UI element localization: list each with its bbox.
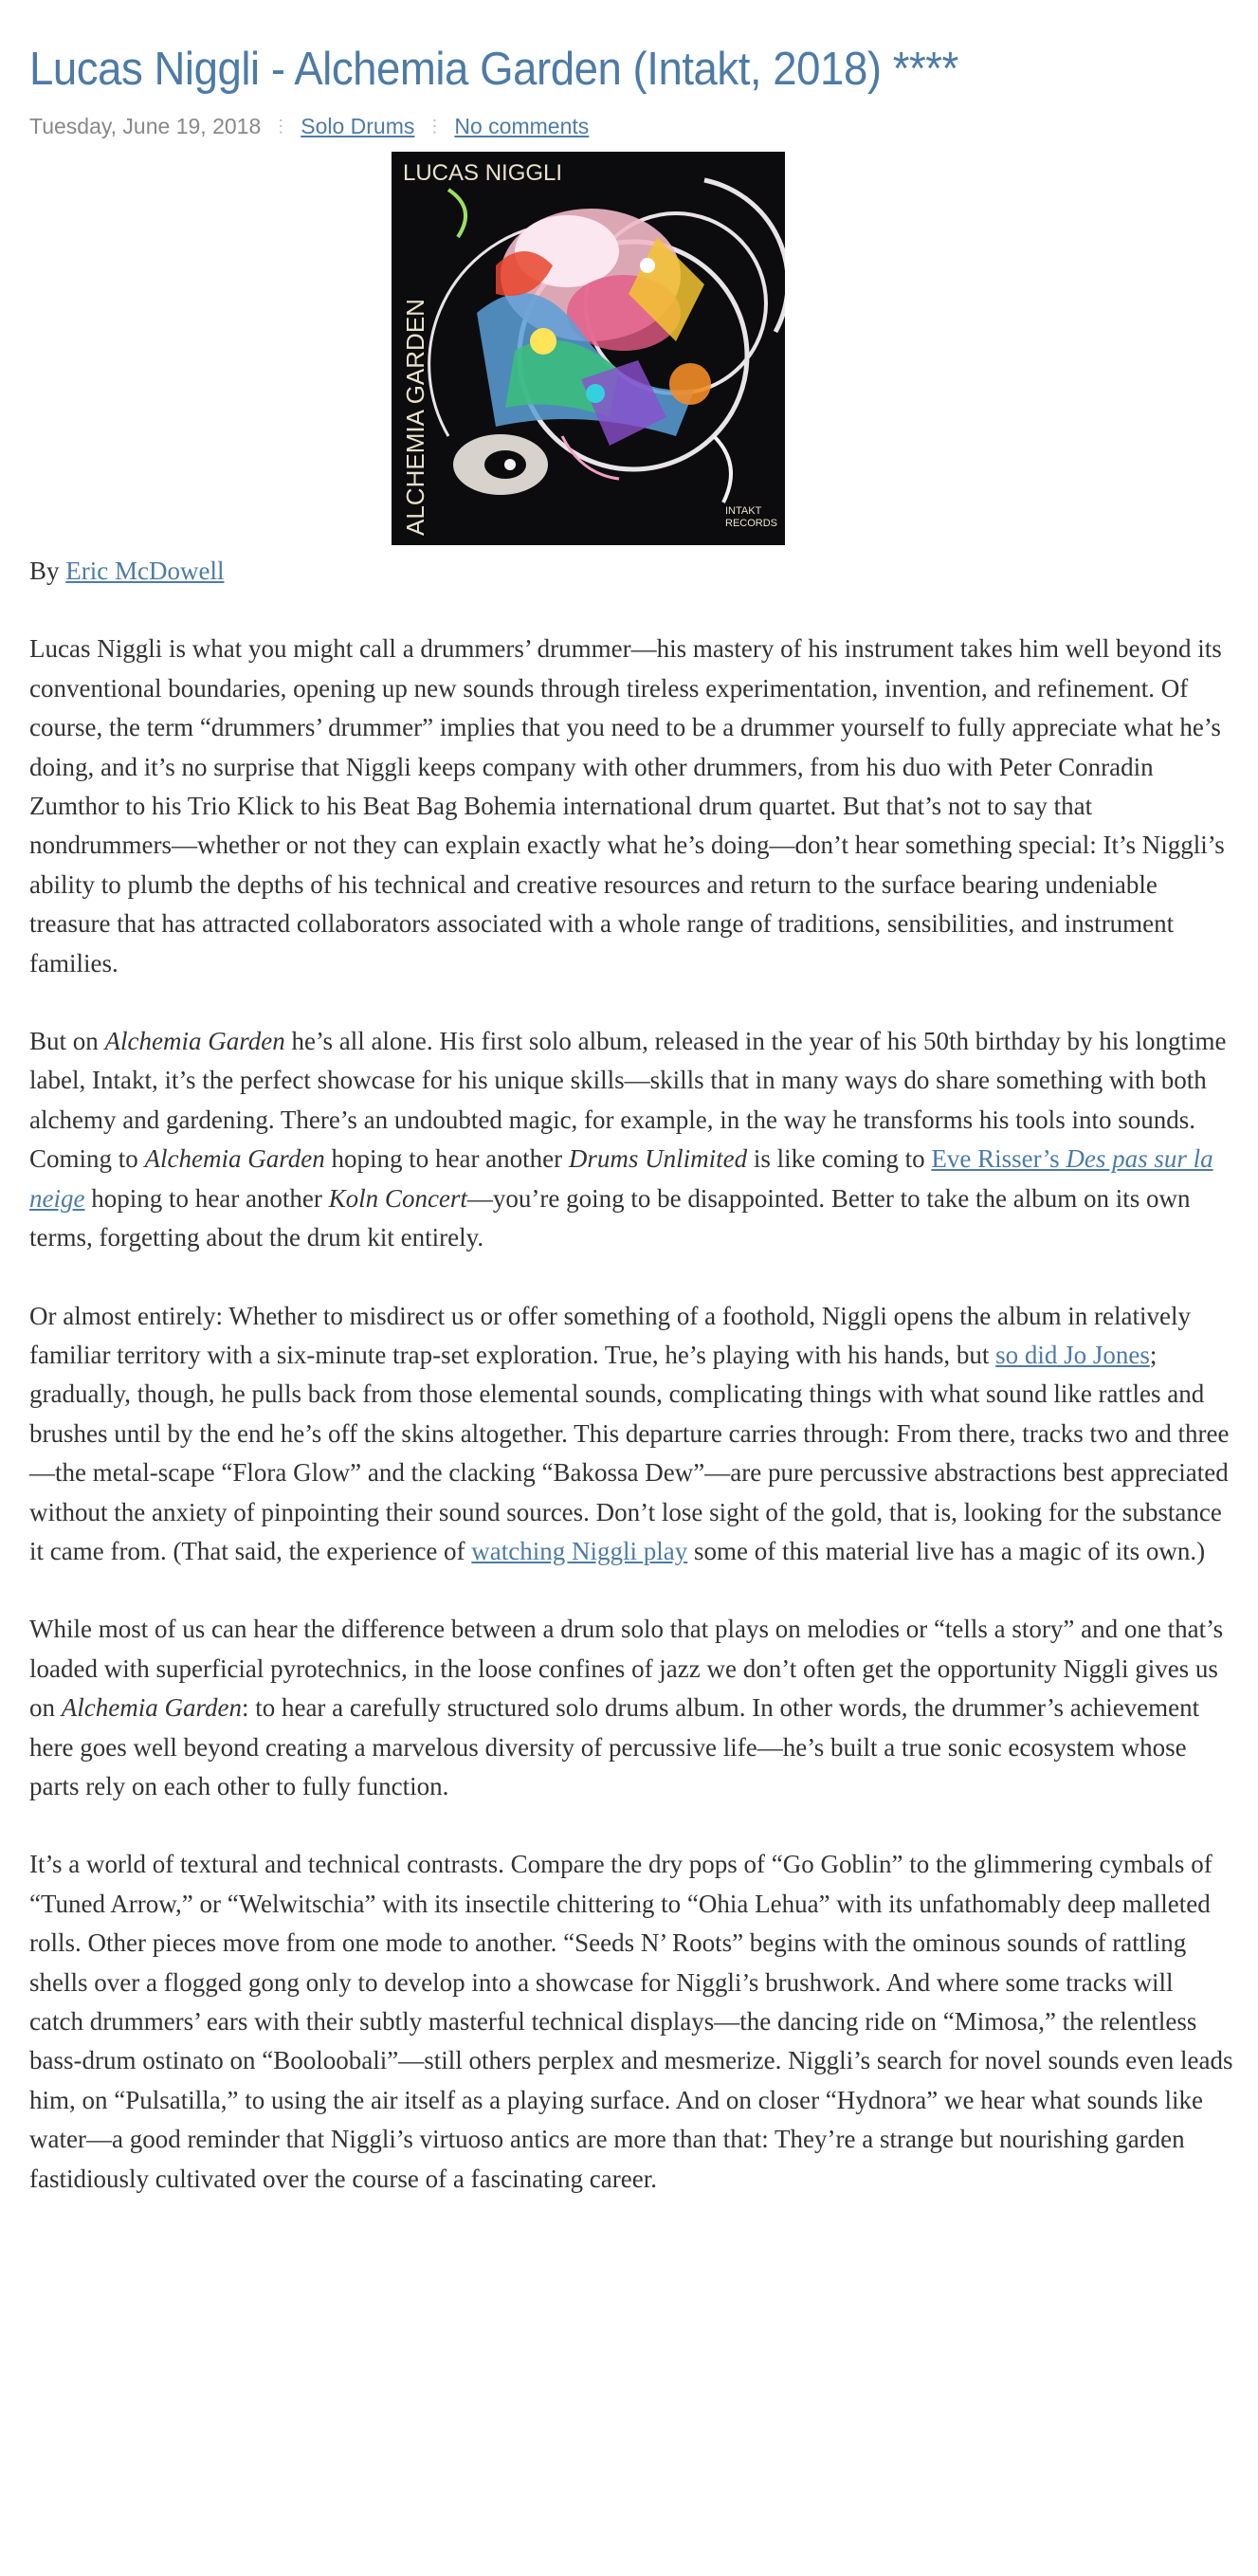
paragraph-2 <box>29 1022 1233 1257</box>
album-title-italic: Alchemia Garden <box>144 1144 325 1174</box>
meta-separator: ⋮ <box>426 116 444 136</box>
paragraph-1: Lucas Niggli is what you might call a drummers’ drummer—his mastery of his instrument takes him well beyond its conventional boundaries, opening up new sounds through tireless experimentation, invention, and refinement. Of course, the term “drummers’ drummer” implies that you need to be a drummer yourself to fully appreciate what he’s doing, and it’s no surprise that Niggli keeps company with other drummers, from his duo with Peter Conradin Zumthor to his Trio Klick to his Beat Bag Bohemia international drum quartet. But that’s not to say that nondrummers—whether or not they can explain exactly what he’s doing—don’t hear something special: It’s Niggli’s ability to plumb the depths of his technical and creative resources and return to the surface bearing undeniable treasure that has attracted collaborators associated with a whole range of traditions, sensibilities, and instrument families. <box>29 634 1225 977</box>
comments-link[interactable]: No comments <box>454 113 590 138</box>
author-link[interactable]: Eric McDowell <box>65 557 225 585</box>
text-run: is like coming to <box>747 1144 932 1174</box>
text-run: : to hear a carefully structured solo drums album. In other words, the drummer’s achievement here goes well beyond creating a marvelous diversity of percussive life—he’s built a true sonic ecosystem whose parts rely on each other to fully function. <box>29 1693 1200 1800</box>
blog-post <box>29 42 1233 141</box>
post-title[interactable]: Lucas Niggli - Alchemia Garden (Intakt, 2018) **** <box>29 44 958 95</box>
text-run: —you’re going to be disappointed. Better to take the album on its own terms, forgetting about the drum kit entirely. <box>29 1183 1191 1252</box>
album-title-italic: Drums Unlimited <box>568 1144 748 1174</box>
cover-artist-name: LUCAS NIGGLI <box>403 160 563 186</box>
album-cover[interactable] <box>392 152 785 545</box>
label-link-solo-drums[interactable]: Solo Drums <box>301 113 415 138</box>
watching-niggli-link[interactable]: watching Niggli play <box>471 1536 688 1565</box>
paragraph-5: It’s a world of textural and technical contrasts. Compare the dry pops of “Go Goblin” to the glimmering cymbals of “Tuned Arrow,” or “Welwitschia” with its insectile chittering to “Ohia Lehua” with its unfathomably deep malleted rolls. Other pieces move from one mode to another. “Seeds N’ Roots” begins with the ominous sounds of rattling shells over a flogged gong only to develop into a showcase for Niggli’s brushwork. And where some tracks will catch drummers’ ears with their subtly masterful technical displays—the dancing ride on “Mimosa,” the relentless bass-drum ostinato on “Booloobali”—still others perplex and mesmerize. Niggli’s search for novel sounds even leads him, on “Pulsatilla,” to using the air itself as a playing surface. And on closer “Hydnora” we hear what sounds like water—a good reminder that Niggli’s virtuoso antics are more than that: They’re a strange but nourishing garden fastidiously cultivated over the course of a fascinating career. <box>29 1850 1233 2193</box>
jo-jones-link[interactable]: so did Jo Jones <box>995 1340 1150 1369</box>
text-run: hoping to hear another <box>84 1183 329 1213</box>
post-date: Tuesday, June 19, 2018 <box>29 113 262 138</box>
paragraph-4 <box>29 1610 1233 1806</box>
meta-separator: ⋮ <box>272 116 290 136</box>
album-title-italic: Alchemia Garden <box>104 1027 285 1056</box>
album-title-italic: Koln Concert <box>328 1183 467 1213</box>
cover-album-title: ALCHEMIA GARDEN <box>401 299 429 536</box>
byline-prefix: By <box>29 557 60 585</box>
text-run: ; gradually, though, he pulls back from those elemental sounds, complicating things with what sound like rattles and brushes until by the end he’s off the skins altogether. This departure carries through: From there, tracks two and three—the metal-scape “Flora Glow” and the clacking “Bakossa Dew”—are pure percussive abstractions best appreciated without the anxiety of pinpointing their sound sources. Don’t lose sight of the gold, that is, looking for the substance it came from. (That said, the experience of <box>29 1340 1230 1565</box>
album-title-italic: Alchemia Garden <box>61 1693 242 1723</box>
text-run: some of this material live has a magic of its own.) <box>687 1536 1206 1565</box>
text-run: Or almost entirely: Whether to misdirect us or offer something of a foothold, Niggli opens the album in relatively familiar territory with a six-minute trap-set exploration. True, he’s playing with his hands, but <box>29 1301 1191 1369</box>
text-run: hoping to hear another <box>324 1144 569 1174</box>
paragraph-3 <box>29 1297 1233 1572</box>
post-body <box>29 552 1233 2238</box>
cover-label-line1: INTAKT <box>725 505 762 517</box>
link-text: Eve Risser’s <box>931 1144 1067 1174</box>
album-cover-art <box>392 152 785 545</box>
link-text-italic: Des pas sur la neige <box>29 1144 1213 1213</box>
text-run: While most of us can hear the difference between a drum solo that plays on melodies or “tells a story” and one that’s loaded with superficial pyrotechnics, in the loose confines of jazz we don’t often get the opportunity Niggli gives us on <box>29 1615 1224 1723</box>
cover-label-line2: RECORDS <box>725 518 778 529</box>
post-meta <box>29 113 1233 141</box>
text-run: he’s all alone. His first solo album, released in the year of his 50th birthday by his longtime label, Intakt, it’s the perfect showcase for his unique skills—skills that in many ways do share something with both alchemy and gardening. There’s an undoubted magic, for example, in the way he transforms his tools into sounds. Coming to <box>29 1027 1227 1174</box>
text-run: But on <box>29 1027 105 1056</box>
byline <box>29 552 1233 591</box>
